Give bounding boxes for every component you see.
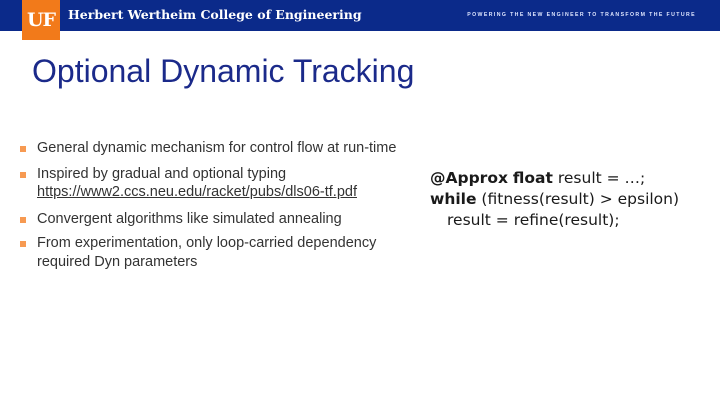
bullet-item: [18, 165, 408, 202]
code-line: [430, 189, 679, 210]
bullet-item: [18, 139, 408, 158]
code-snippet: [430, 168, 679, 231]
bullet-text: From experimentation, only loop-carried dependency required Dyn parameters: [37, 235, 377, 270]
uf-logo-text: UF: [26, 9, 56, 31]
bullet-text: General dynamic mechanism for control flow at run-time: [37, 140, 397, 156]
slide-title: Optional Dynamic Tracking: [32, 53, 415, 89]
bullet-marker: [20, 217, 26, 223]
bullet-item: [18, 234, 408, 271]
header-bar: [0, 0, 720, 31]
code-annotation: @Approx: [430, 169, 508, 187]
code-type: float: [512, 169, 553, 187]
code-line: [430, 210, 679, 231]
bullet-text: Inspired by gradual and optional typing: [37, 165, 287, 182]
paper-link[interactable]: https://www2.ccs.neu.edu/racket/pubs/dls06-tf.pdf: [37, 184, 357, 200]
college-name: Herbert Wertheim College of Engineering: [68, 7, 362, 22]
bullet-item: [18, 210, 408, 229]
code-keyword: while: [430, 190, 477, 208]
uf-logo: [22, 0, 60, 40]
code-text: result = refine(result);: [447, 211, 620, 229]
bullet-text: Convergent algorithms like simulated annealing: [37, 210, 342, 227]
bullet-list: [18, 139, 408, 271]
bullet-marker: [20, 241, 26, 247]
header-tagline: POWERING THE NEW ENGINEER TO TRANSFORM THE FUTURE: [467, 12, 696, 18]
bullet-marker: [20, 172, 26, 178]
bullet-marker: [20, 146, 26, 152]
code-text: (fitness(result) > epsilon): [476, 190, 680, 208]
code-line: [430, 168, 679, 189]
code-text: result = …;: [552, 169, 646, 187]
